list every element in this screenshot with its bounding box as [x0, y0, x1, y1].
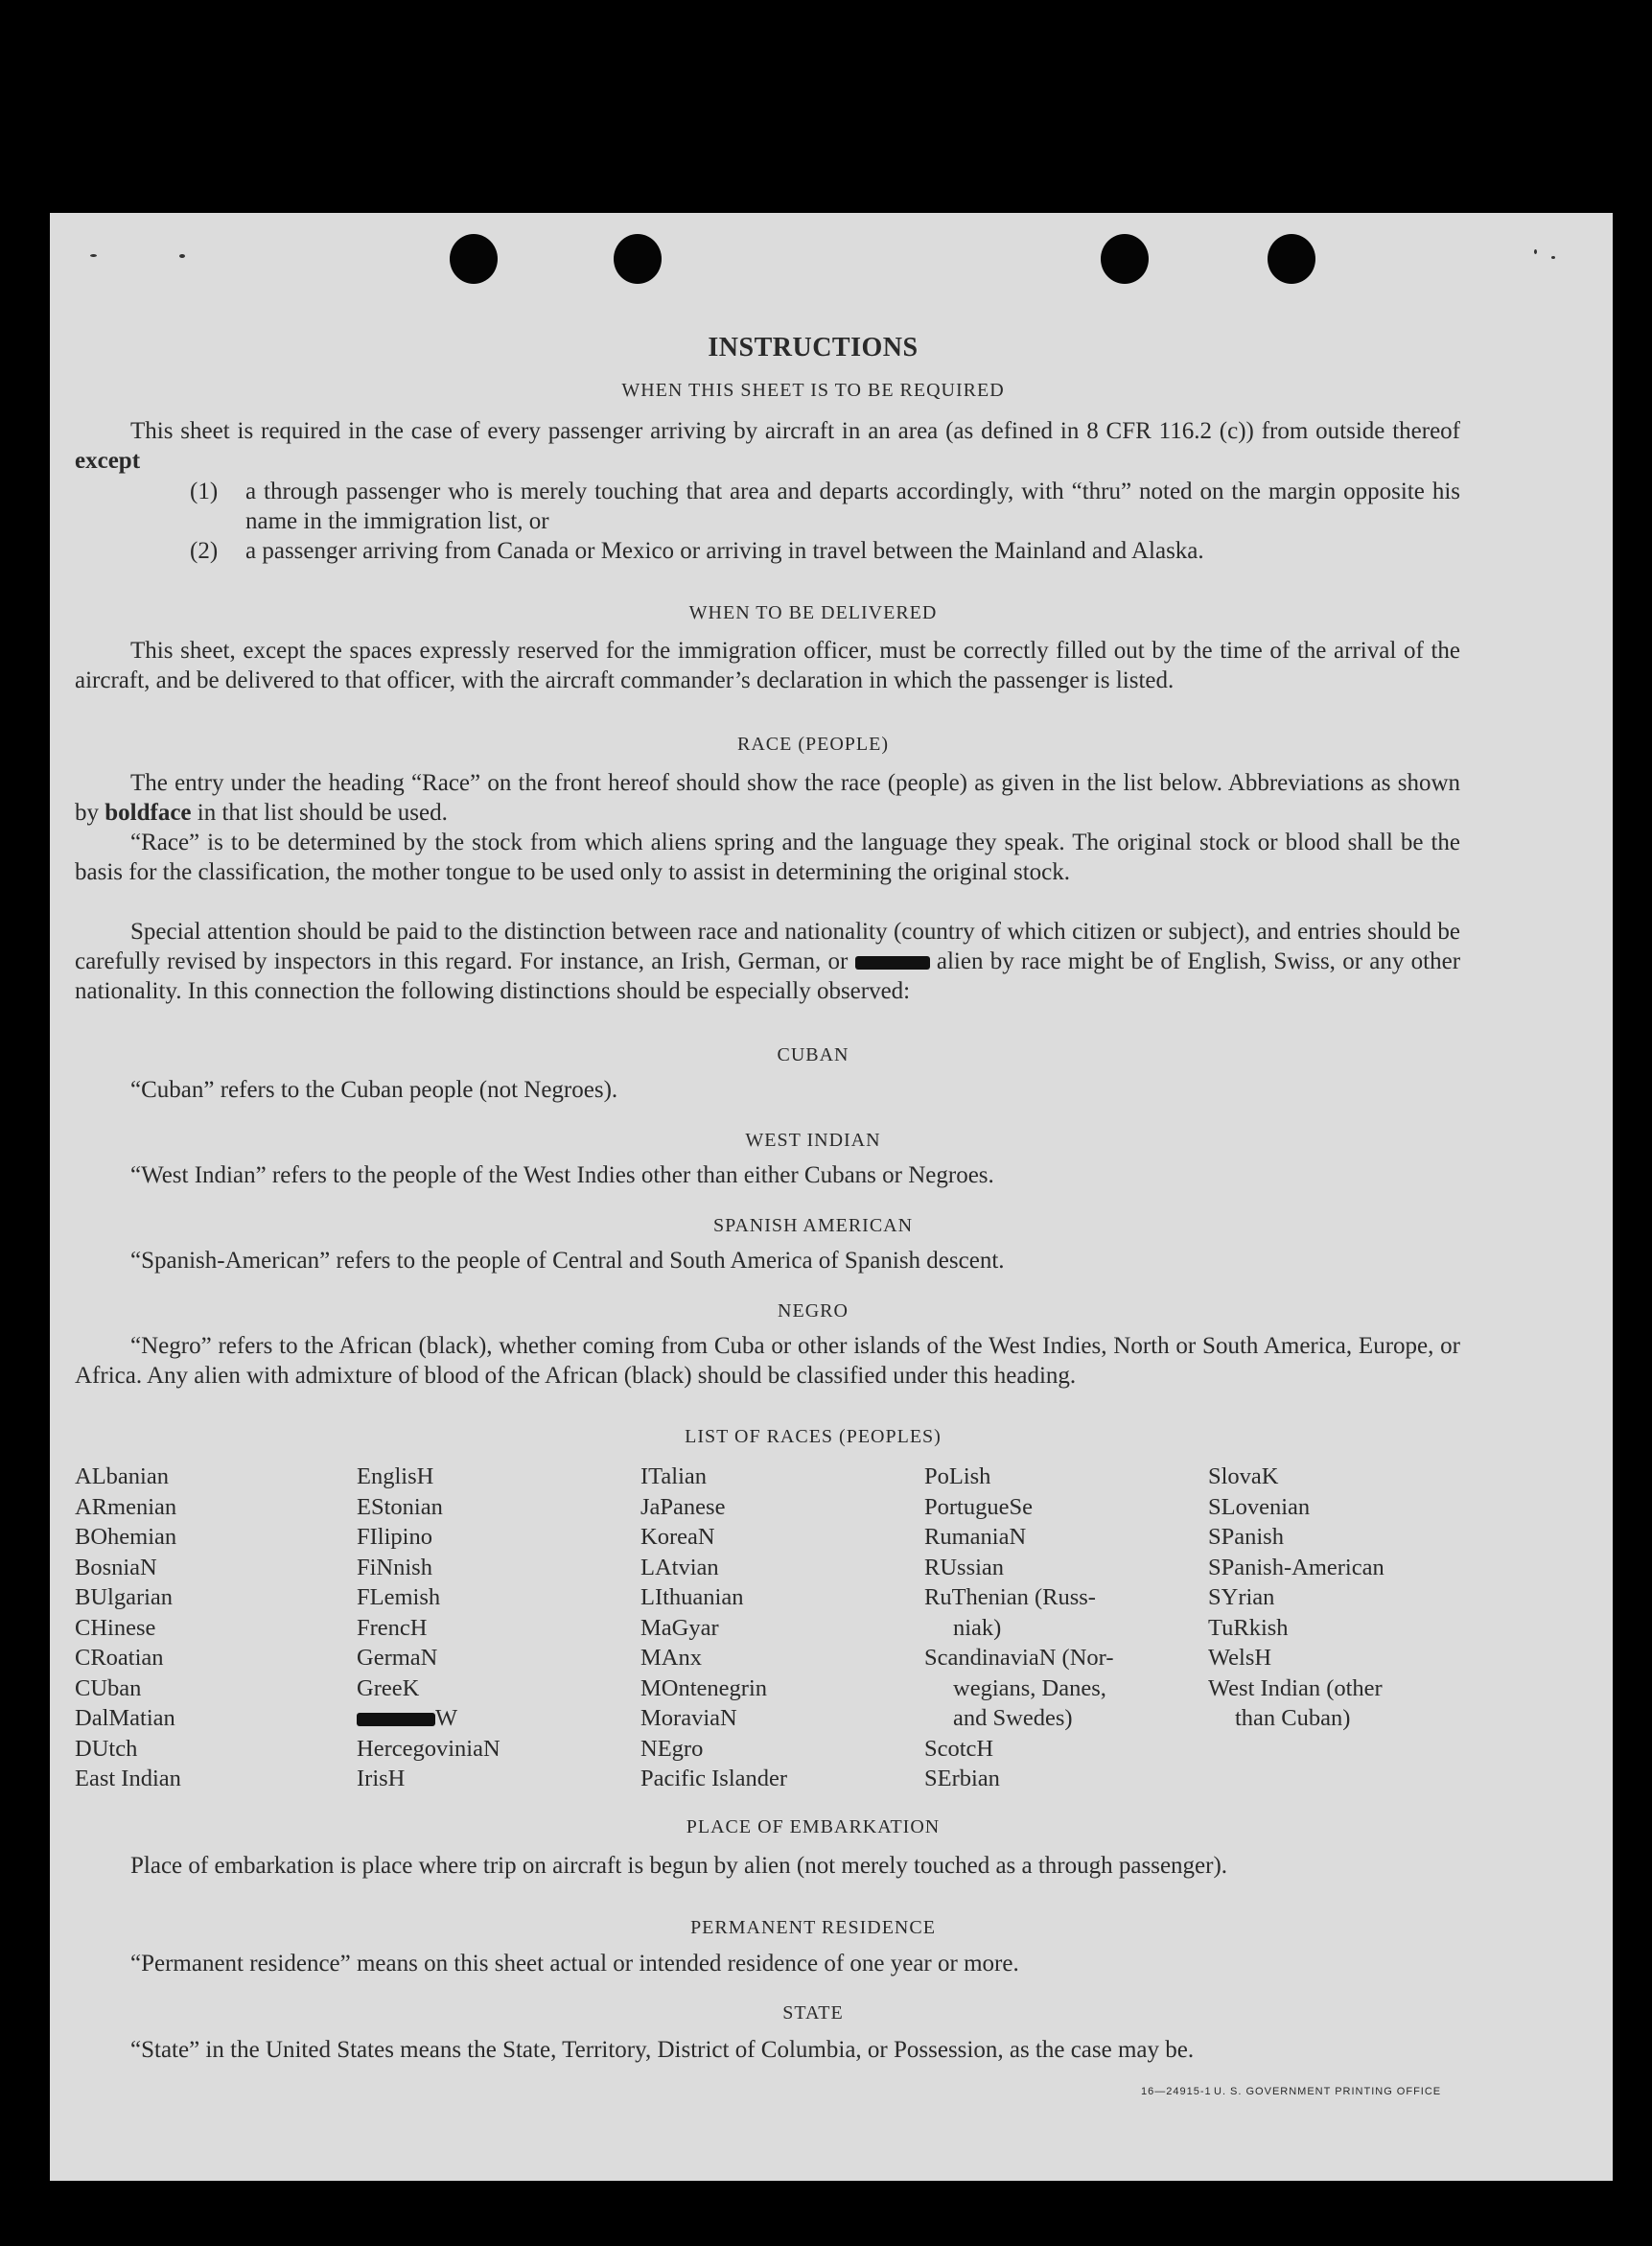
redaction-mark — [357, 1713, 435, 1726]
race-entry-suffix: W — [435, 1705, 458, 1731]
speck — [179, 254, 185, 258]
race-entry: MaGyar — [640, 1614, 719, 1641]
required-text: This sheet is required in the case of every passenger arriving by aircraft in an area (as defined in 8 CFR 116.2 (c)) from outside thereof — [130, 418, 1460, 444]
punch-hole — [1268, 234, 1315, 284]
race-entry: CHinese — [75, 1614, 156, 1641]
page-title: INSTRUCTIONS — [708, 333, 919, 363]
race-entry: Pacific Islander — [640, 1766, 788, 1791]
race-entry: LAtvian — [640, 1554, 719, 1580]
negro-heading: NEGRO — [778, 1300, 849, 1322]
race-entry: WelsH — [1208, 1645, 1272, 1671]
item2-text: a passenger arriving from Canada or Mexico or arriving in travel between the Mainland and Alaska. — [245, 538, 1204, 564]
race-entry: FiNnish — [357, 1554, 432, 1580]
race-entry: SErbian — [924, 1766, 1000, 1791]
race-entry: RuThenian (Russ- — [924, 1584, 1096, 1610]
punch-hole — [1101, 234, 1149, 284]
race-entry: MoraviaN — [640, 1705, 737, 1731]
race-entry: and Swedes) — [953, 1705, 1073, 1731]
embark-text: Place of embarkation is place where trip on aircraft is begun by alien (not merely touched as a through passenger). — [130, 1853, 1228, 1879]
race-text-1a: The entry under the heading “Race” on the front hereof should show the race (people) as given in the list below. Abbreviations as shown by — [75, 770, 1460, 826]
race-entry: ScandinaviaN (Nor- — [924, 1645, 1114, 1671]
westindian-heading: WEST INDIAN — [745, 1130, 881, 1151]
race-text-3a: Special attention should be paid to the distinction between race and nationality (country of which citizen or subject), and entries should be carefully revised by inspectors in this regard. For instance, an Irish, German, or — [75, 919, 1460, 974]
spanish-heading: SPANISH AMERICAN — [712, 1215, 914, 1236]
delivered-text: This sheet, except the spaces expressly reserved for the immigration officer, must be correctly filled out by the time of the arrival of the aircraft, and be delivered to that officer, with the aircraft commander’s declaration in which the passenger is listed. — [75, 638, 1460, 693]
race-entry: BOhemian — [75, 1524, 177, 1550]
race-entry: SYrian — [1208, 1584, 1275, 1610]
document-sheet — [50, 213, 1613, 2181]
race-entry: ScotcH — [924, 1735, 994, 1762]
race-entry: PortugueSe — [924, 1493, 1033, 1520]
race-entry: GreeK — [357, 1674, 420, 1701]
form-number: 16—24915-1 — [1141, 2086, 1212, 2097]
cuban-heading: CUBAN — [777, 1044, 849, 1065]
race-entry: SPanish-American — [1208, 1554, 1384, 1580]
list-heading: LIST OF RACES (PEOPLES) — [685, 1426, 942, 1447]
race-heading: RACE (PEOPLE) — [737, 734, 889, 755]
race-entry: niak) — [953, 1614, 1002, 1641]
race-entry: CUban — [75, 1674, 142, 1701]
required-heading: WHEN THIS SHEET IS TO BE REQUIRED — [621, 380, 1005, 401]
races-column-2 — [357, 1462, 500, 1794]
race-entry: BosniaN — [75, 1554, 157, 1580]
race-entry: PoLish — [924, 1463, 991, 1489]
races-column-4 — [924, 1462, 1113, 1794]
cuban-text: “Cuban” refers to the Cuban people (not Negroes). — [130, 1077, 618, 1103]
race-entry: RUssian — [924, 1554, 1005, 1580]
race-text-3b: alien by race might be of English, Swiss, or any other nationality. In this connection the following distinctions should be especially observed: — [75, 948, 1461, 1004]
required-paragraph — [75, 416, 1460, 476]
races-column-5 — [1208, 1462, 1384, 1734]
race-entry: JaPanese — [640, 1493, 726, 1520]
race-entry: EStonian — [357, 1493, 443, 1520]
race-entry: MOntenegrin — [640, 1674, 767, 1701]
race-entry: EnglisH — [357, 1463, 434, 1489]
race-entry: ITalian — [640, 1463, 708, 1489]
race-paragraph-3 — [75, 917, 1460, 1006]
race-entry: SlovaK — [1208, 1463, 1279, 1489]
state-text: “State” in the United States means the State, Territory, District of Columbia, or Possession, as the case may be. — [130, 2037, 1195, 2063]
race-entry: RumaniaN — [924, 1524, 1027, 1550]
race-entry: SPanish — [1208, 1524, 1284, 1550]
negro-text: “Negro” refers to the African (black), whether coming from Cuba or other islands of the West Indies, North or South America, Europe, or Africa. Any alien with admixture of blood of the African (black) should be classified under this heading. — [75, 1333, 1460, 1389]
race-entry: DalMatian — [75, 1705, 175, 1731]
race-entry: MAnx — [640, 1645, 702, 1671]
race-entry-redacted — [357, 1703, 500, 1734]
race-entry: LIthuanian — [640, 1584, 744, 1610]
printer-credit: U. S. GOVERNMENT PRINTING OFFICE — [1214, 2086, 1442, 2097]
race-entry: than Cuban) — [1235, 1705, 1351, 1731]
race-paragraph-1 — [75, 768, 1460, 828]
item1-text: a through passenger who is merely touching that area and departs accordingly, with “thru” noted on the margin opposite his name in the immigration list, or — [245, 479, 1460, 534]
residence-heading: PERMANENT RESIDENCE — [690, 1917, 936, 1938]
race-entry: CRoatian — [75, 1645, 164, 1671]
race-entry: KoreaN — [640, 1524, 715, 1550]
races-column-1 — [75, 1462, 181, 1794]
race-entry: HercegoviniaN — [357, 1735, 500, 1762]
punch-hole — [614, 234, 662, 284]
race-entry: wegians, Danes, — [953, 1674, 1106, 1701]
race-entry: FLemish — [357, 1584, 441, 1610]
speck — [1534, 249, 1537, 254]
required-except: except — [75, 448, 141, 474]
westindian-text: “West Indian” refers to the people of the West Indies other than either Cubans or Negroes. — [130, 1162, 994, 1188]
race-entry: FrencH — [357, 1614, 428, 1641]
race-text-1c: in that list should be used. — [197, 800, 448, 826]
race-entry: West Indian (other — [1208, 1674, 1383, 1701]
delivered-heading: WHEN TO BE DELIVERED — [688, 602, 938, 623]
embark-heading: PLACE OF EMBARKATION — [686, 1816, 941, 1837]
race-entry: GermaN — [357, 1645, 438, 1671]
race-entry: TuRkish — [1208, 1614, 1289, 1641]
state-heading: STATE — [782, 2002, 844, 2024]
race-entry: DUtch — [75, 1735, 138, 1762]
race-entry: NEgro — [640, 1735, 704, 1762]
race-entry: IrisH — [357, 1766, 406, 1791]
residence-text: “Permanent residence” means on this sheet actual or intended residence of one year or more. — [130, 1951, 1019, 1977]
race-entry: ARmenian — [75, 1493, 177, 1520]
spanish-text: “Spanish-American” refers to the people of Central and South America of Spanish descent. — [130, 1248, 1005, 1274]
item2-number: (2) — [190, 538, 219, 564]
race-entry: FIlipino — [357, 1524, 432, 1550]
race-entry: ALbanian — [75, 1463, 169, 1489]
races-column-3 — [640, 1462, 787, 1794]
race-entry: BUlgarian — [75, 1584, 174, 1610]
speck — [90, 254, 97, 257]
redaction-mark — [855, 956, 930, 970]
race-text-bold: boldface — [105, 800, 192, 826]
punch-hole — [450, 234, 498, 284]
speck — [1551, 256, 1555, 259]
race-entry: East Indian — [75, 1766, 181, 1791]
race-entry: SLovenian — [1208, 1493, 1311, 1520]
item1-number: (1) — [190, 479, 219, 504]
race-paragraph-2: “Race” is to be determined by the stock from which aliens spring and the language they speak. The original stock or blood shall be the basis for the classification, the mother tongue to be used only to assist in determining the original stock. — [75, 830, 1460, 885]
